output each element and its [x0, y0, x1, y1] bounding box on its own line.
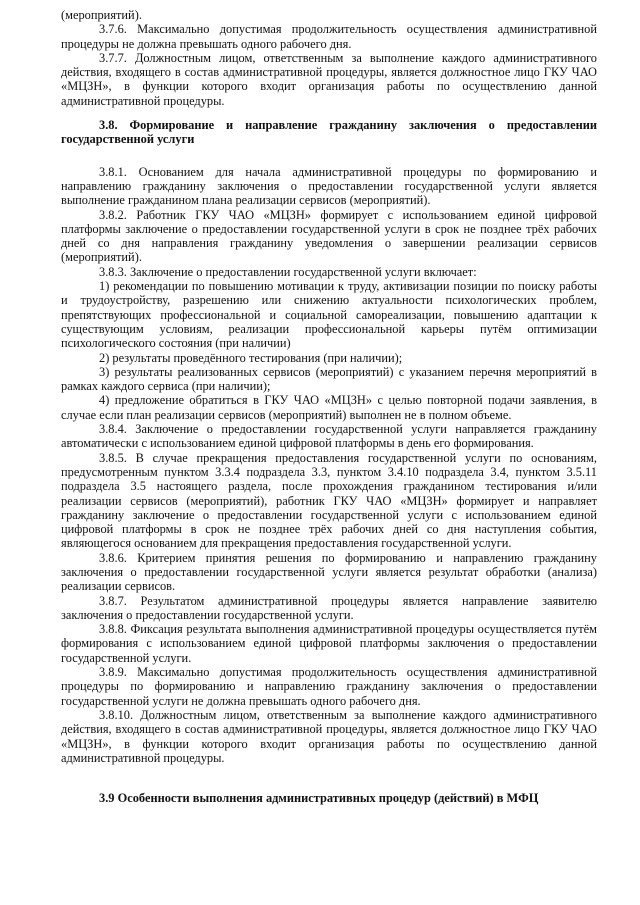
paragraph-3-8-7: 3.8.7. Результатом административной процедуры является направление заявителю заключения о предоставлении государственной услуги. [61, 593, 597, 622]
section-heading-3-9: 3.9 Особенности выполнения административных процедур (действий) в МФЦ [99, 791, 539, 806]
list-item-1: 1) рекомендации по повышению мотивации к труду, активизации позиции по поиску работы и трудоустройству, разрешению или снижению актуальности психологических проблем, препятствующих профессиональной и социальной самореализации, повышению адаптации к существующим условиям, реализации профессиональной карьеры путём оптимизации психологического состояния (при наличии) [61, 279, 597, 351]
paragraph-3-8-9: 3.8.9. Максимально допустимая продолжительность осуществления административной процедуры по формированию и направлению гражданину заключения о предоставлении государственной услуги не должна превышать одного рабочего дня. [61, 665, 597, 708]
paragraph-3-8-6: 3.8.6. Критерием принятия решения по формированию и направлению гражданину заключения о предоставлении государственной услуги является результат обработки (анализа) реализации сервисов. [61, 550, 597, 594]
section-heading-3-8: 3.8. Формирование и направление гражданину заключения о предоставлении государственной услуги [61, 118, 597, 147]
paragraph-3-8-8: 3.8.8. Фиксация результата выполнения административной процедуры осуществляется путём формирования с использованием единой цифровой платформы заключения о предоставлении государственной услуги. [61, 622, 597, 665]
list-item-4: 4) предложение обратиться в ГКУ ЧАО «МЦЗН» с целью повторной подачи заявления, в случае если план реализации сервисов (мероприятий) выполнен не в полном объеме. [61, 393, 597, 422]
paragraph-3-7-7: 3.7.7. Должностным лицом, ответственным за выполнение каждого административного действия, входящего в состав административной процедуры, является должностное лицо ГКУ ЧАО «МЦЗН», в функции которого входит организация работы по осуществлению данной административной процедуры. [61, 50, 597, 108]
list-item-3: 3) результаты реализованных сервисов (мероприятий) с указанием перечня мероприятий в рамках каждого сервиса (при наличии); [61, 364, 597, 394]
paragraph-3-7-6: 3.7.6. Максимально допустимая продолжительность осуществления административной процедуры не должна превышать одного рабочего дня. [61, 22, 597, 51]
list-item-2: 2) результаты проведённого тестирования (при наличии); [99, 350, 403, 365]
paragraph-3-8-3: 3.8.3. Заключение о предоставлении государственной услуги включает: [99, 264, 477, 279]
paragraph-3-8-10: 3.8.10. Должностным лицом, ответственным за выполнение каждого административного действия, входящего в состав административной процедуры, является должностное лицо ГКУ ЧАО «МЦЗН», в функции которого входит организация работы по осуществлению данной административной процедуры. [61, 707, 597, 765]
paragraph-3-8-5: 3.8.5. В случае прекращения предоставления государственной услуги по основаниям, предусмотренным пунктом 3.3.4 подраздела 3.3, пунктом 3.4.10 подраздела 3.4, пунктом 3.5.11 подраздела 3.5 настоящего раздела, после прохождения гражданином тестирования и/или реализации сервисов (мероприятий), работник ГКУ ЧАО «МЦЗН» формирует и направляет гражданину заключение о предоставлении государственной услуги с использованием единой цифровой платформы в срок не позднее трёх рабочих дней со дня наступления события, являющегося основанием для прекращения предоставления государственной услуги. [61, 450, 597, 551]
paragraph-continuation: (мероприятий). [61, 8, 142, 22]
document-page [61, 8, 597, 805]
paragraph-3-8-4: 3.8.4. Заключение о предоставлении государственной услуги направляется гражданину автоматически с использованием единой цифровой платформы в день его формирования. [61, 422, 597, 451]
paragraph-3-8-2: 3.8.2. Работник ГКУ ЧАО «МЦЗН» формирует с использованием единой цифровой платформы заключение о предоставлении государственной услуги в срок не позднее трёх рабочих дней со дня направления гражданину уведомления о завершении реализации сервисов (мероприятий). [61, 207, 597, 265]
paragraph-3-8-1: 3.8.1. Основанием для начала административной процедуры по формированию и направлению гражданину заключения о предоставлении государственной услуги является выполнение гражданином плана реализации сервисов (мероприятий). [61, 164, 597, 208]
